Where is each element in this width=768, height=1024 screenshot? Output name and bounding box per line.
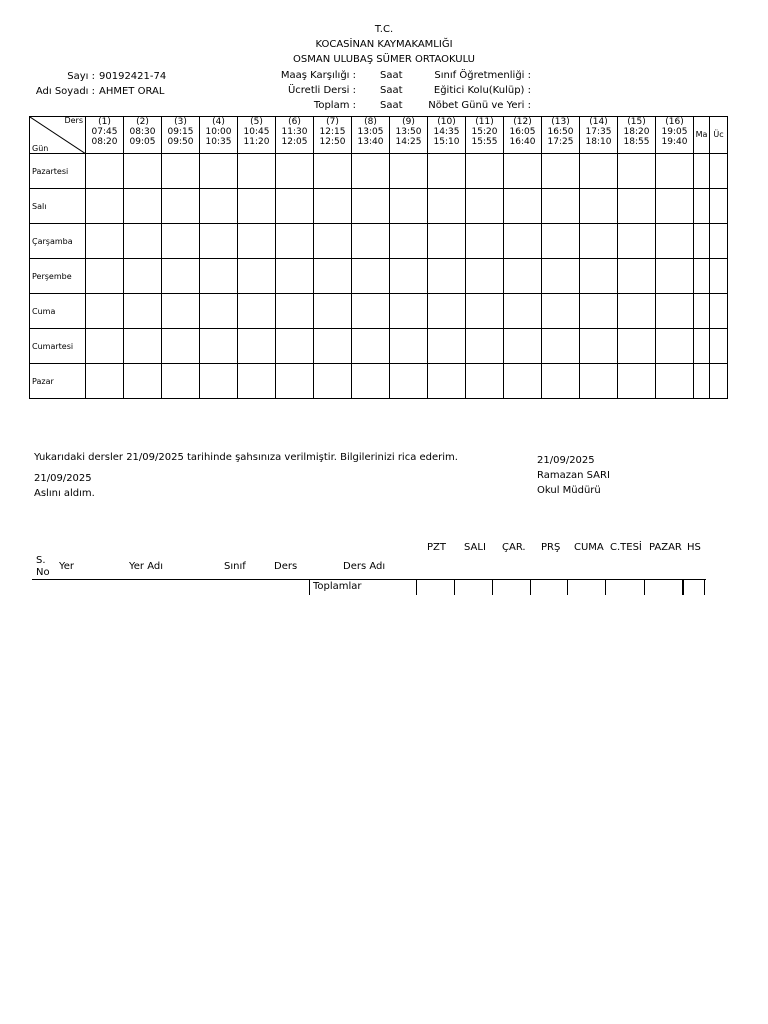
period-header-9 <box>390 117 428 154</box>
schedule-cell <box>694 364 710 399</box>
period-start: 07:45 <box>91 127 118 137</box>
day-row <box>30 329 728 364</box>
sinif-ogretmenligi-label: Sınıf Öğretmenliği : <box>434 70 531 81</box>
period-start: 14:35 <box>433 127 460 137</box>
schedule-cell <box>314 224 352 259</box>
schedule-cell <box>352 154 390 189</box>
schedule-cell <box>124 224 162 259</box>
received-text: Aslını aldım. <box>34 488 95 499</box>
period-start: 17:35 <box>585 127 612 137</box>
schedule-cell <box>200 189 238 224</box>
schedule-cell <box>200 154 238 189</box>
schedule-cell <box>694 329 710 364</box>
day-label: Salı <box>30 189 86 224</box>
period-start: 09:15 <box>167 127 194 137</box>
schedule-cell <box>710 259 728 294</box>
schedule-cell <box>710 364 728 399</box>
schedule-cell <box>162 364 200 399</box>
period-header-12 <box>504 117 542 154</box>
schedule-cell <box>618 364 656 399</box>
ders-label: Ders <box>64 116 83 125</box>
schedule-cell <box>390 224 428 259</box>
schedule-cell <box>694 259 710 294</box>
period-header-7 <box>314 117 352 154</box>
period-end: 18:10 <box>585 137 612 147</box>
col-sinif: Sınıf <box>224 561 246 572</box>
schedule-cell <box>124 364 162 399</box>
schedule-cell <box>428 329 466 364</box>
header-kaymakamlik: KOCASİNAN KAYMAKAMLIĞI <box>315 39 453 50</box>
period-header-1 <box>86 117 124 154</box>
period-end: 17:25 <box>547 137 574 147</box>
schedule-cell <box>466 294 504 329</box>
day-row <box>30 259 728 294</box>
bottom-table-right-border <box>704 579 705 595</box>
schedule-cell <box>618 154 656 189</box>
gun-label: Gün <box>32 144 49 153</box>
schedule-cell <box>466 364 504 399</box>
schedule-cell <box>504 259 542 294</box>
period-header-6 <box>276 117 314 154</box>
period-num: (15) <box>627 117 646 127</box>
header-school-name: OSMAN ULUBAŞ SÜMER ORTAOKULU <box>293 54 475 65</box>
schedule-cell <box>86 329 124 364</box>
schedule-cell <box>162 154 200 189</box>
schedule-cell <box>542 329 580 364</box>
period-num: (8) <box>364 117 377 127</box>
schedule-cell <box>656 189 694 224</box>
name-label: Adı Soyadı : <box>35 86 95 97</box>
schedule-cell <box>314 329 352 364</box>
period-start: 18:20 <box>623 127 650 137</box>
schedule-cell <box>504 364 542 399</box>
period-header-3 <box>162 117 200 154</box>
schedule-cell <box>200 329 238 364</box>
period-end: 08:20 <box>91 137 118 147</box>
schedule-cell <box>710 189 728 224</box>
period-header-5 <box>238 117 276 154</box>
schedule-cell <box>580 259 618 294</box>
nobet-label: Nöbet Günü ve Yeri : <box>428 100 531 111</box>
extra-column-header: Ma <box>694 117 710 154</box>
schedule-cell <box>200 364 238 399</box>
maas-unit: Saat <box>380 70 403 81</box>
schedule-cell <box>466 259 504 294</box>
schedule-cell <box>656 364 694 399</box>
schedule-cell <box>428 189 466 224</box>
ucretli-label: Ücretli Dersi : <box>287 85 356 96</box>
col-day-cuma: CUMA <box>574 542 604 553</box>
schedule-cell <box>124 329 162 364</box>
cuma-col-border <box>567 579 568 595</box>
schedule-cell <box>162 259 200 294</box>
period-num: (12) <box>513 117 532 127</box>
schedule-cell <box>124 189 162 224</box>
period-num: (1) <box>98 117 111 127</box>
schedule-cell <box>580 154 618 189</box>
schedule-cell <box>238 364 276 399</box>
period-end: 19:40 <box>661 137 688 147</box>
schedule-cell <box>542 259 580 294</box>
day-row <box>30 224 728 259</box>
schedule-cell <box>618 294 656 329</box>
period-header-8 <box>352 117 390 154</box>
period-end: 12:05 <box>281 137 308 147</box>
period-end: 12:50 <box>319 137 346 147</box>
schedule-cell <box>504 329 542 364</box>
schedule-cell <box>466 224 504 259</box>
schedule-cell <box>390 294 428 329</box>
schedule-cell <box>162 224 200 259</box>
maas-label: Maaş Karşılığı : <box>280 70 356 81</box>
schedule-cell <box>618 224 656 259</box>
period-start: 15:20 <box>471 127 498 137</box>
schedule-cell <box>86 154 124 189</box>
period-start: 13:05 <box>357 127 384 137</box>
period-end: 13:40 <box>357 137 384 147</box>
principal-title: Okul Müdürü <box>537 485 601 496</box>
schedule-cell <box>656 224 694 259</box>
schedule-cell <box>428 294 466 329</box>
period-header-16 <box>656 117 694 154</box>
schedule-cell <box>580 294 618 329</box>
schedule-cell <box>276 364 314 399</box>
period-start: 19:05 <box>661 127 688 137</box>
sayi-value: 90192421-74 <box>99 71 167 82</box>
pazar-col-border <box>644 579 645 595</box>
period-start: 10:45 <box>243 127 270 137</box>
schedule-cell <box>504 224 542 259</box>
day-row <box>30 294 728 329</box>
schedule-cell <box>656 329 694 364</box>
col-yer-adi: Yer Adı <box>129 561 164 572</box>
schedule-cell <box>124 154 162 189</box>
day-row <box>30 189 728 224</box>
period-num: (7) <box>326 117 339 127</box>
period-end: 09:50 <box>167 137 194 147</box>
schedule-cell <box>276 329 314 364</box>
period-header-13 <box>542 117 580 154</box>
col-day-prs: PRŞ <box>541 542 561 553</box>
schedule-cell <box>580 189 618 224</box>
schedule-cell <box>352 189 390 224</box>
period-end: 15:10 <box>433 137 460 147</box>
weekly-schedule-table <box>29 116 728 399</box>
schedule-cell <box>200 294 238 329</box>
col-day-sali: SALI <box>464 542 486 553</box>
car-col-border <box>492 579 493 595</box>
schedule-cell <box>162 189 200 224</box>
schedule-cell <box>428 259 466 294</box>
schedule-cell <box>86 224 124 259</box>
col-sno: S. No <box>36 555 50 578</box>
schedule-cell <box>466 154 504 189</box>
schedule-cell <box>466 329 504 364</box>
period-header-11 <box>466 117 504 154</box>
schedule-cell <box>238 294 276 329</box>
hs-col-border <box>682 579 684 595</box>
period-header-14 <box>580 117 618 154</box>
col-ders: Ders <box>274 561 298 572</box>
col-day-car: ÇAR. <box>502 542 526 553</box>
period-end: 18:55 <box>623 137 650 147</box>
schedule-cell <box>504 154 542 189</box>
name-value: AHMET ORAL <box>99 86 165 97</box>
schedule-cell <box>238 154 276 189</box>
schedule-cell <box>504 294 542 329</box>
period-start: 11:30 <box>281 127 308 137</box>
period-num: (2) <box>136 117 149 127</box>
col-day-ctesi: C.TESİ <box>610 542 642 553</box>
schedule-cell <box>694 224 710 259</box>
schedule-cell <box>428 224 466 259</box>
period-num: (5) <box>250 117 263 127</box>
schedule-cell <box>580 364 618 399</box>
toplam-label: Toplam : <box>313 100 356 111</box>
period-end: 16:40 <box>509 137 536 147</box>
schedule-cell <box>390 154 428 189</box>
period-num: (11) <box>475 117 494 127</box>
principal-name: Ramazan SARI <box>537 470 610 481</box>
schedule-cell <box>200 259 238 294</box>
period-end: 10:35 <box>205 137 232 147</box>
schedule-cell <box>428 364 466 399</box>
day-label: Çarşamba <box>30 224 86 259</box>
extra-column-header: Üc <box>710 117 728 154</box>
schedule-cell <box>694 189 710 224</box>
schedule-cell <box>618 329 656 364</box>
schedule-cell <box>710 294 728 329</box>
period-end: 14:25 <box>395 137 422 147</box>
schedule-cell <box>238 189 276 224</box>
egitici-kol-label: Eğitici Kolu(Kulüp) : <box>433 85 531 96</box>
period-end: 09:05 <box>129 137 156 147</box>
notice-date-left: 21/09/2025 <box>34 473 92 484</box>
schedule-cell <box>314 259 352 294</box>
schedule-cell <box>314 294 352 329</box>
period-num: (10) <box>437 117 456 127</box>
schedule-cell <box>276 189 314 224</box>
period-start: 16:50 <box>547 127 574 137</box>
col-day-pzt: PZT <box>427 542 446 553</box>
schedule-corner-cell <box>30 117 86 154</box>
schedule-cell <box>86 294 124 329</box>
schedule-cell <box>276 294 314 329</box>
schedule-cell <box>710 329 728 364</box>
ucretli-unit: Saat <box>380 85 403 96</box>
period-start: 10:00 <box>205 127 232 137</box>
notice-date-right: 21/09/2025 <box>537 455 595 466</box>
schedule-cell <box>238 259 276 294</box>
header-tc: T.C. <box>374 24 394 35</box>
col-day-pazar: PAZAR <box>649 542 682 553</box>
schedule-cell <box>542 224 580 259</box>
schedule-cell <box>86 259 124 294</box>
toplam-unit: Saat <box>380 100 403 111</box>
schedule-cell <box>352 224 390 259</box>
period-header-4 <box>200 117 238 154</box>
schedule-cell <box>656 154 694 189</box>
day-label: Cumartesi <box>30 329 86 364</box>
schedule-cell <box>276 259 314 294</box>
period-start: 16:05 <box>509 127 536 137</box>
schedule-cell <box>162 329 200 364</box>
schedule-cell <box>656 294 694 329</box>
sali-col-border <box>454 579 455 595</box>
schedule-cell <box>276 224 314 259</box>
schedule-cell <box>314 364 352 399</box>
schedule-cell <box>542 294 580 329</box>
schedule-cell <box>504 189 542 224</box>
schedule-cell <box>314 189 352 224</box>
schedule-cell <box>580 329 618 364</box>
totals-left-border <box>309 579 310 595</box>
day-label: Perşembe <box>30 259 86 294</box>
schedule-header-row <box>30 117 728 154</box>
schedule-cell <box>352 364 390 399</box>
period-num: (3) <box>174 117 187 127</box>
period-start: 08:30 <box>129 127 156 137</box>
period-num: (6) <box>288 117 301 127</box>
schedule-cell <box>124 294 162 329</box>
period-num: (14) <box>589 117 608 127</box>
schedule-cell <box>86 364 124 399</box>
schedule-cell <box>276 154 314 189</box>
period-start: 12:15 <box>319 127 346 137</box>
schedule-cell <box>124 259 162 294</box>
day-label: Cuma <box>30 294 86 329</box>
schedule-cell <box>200 224 238 259</box>
schedule-cell <box>352 259 390 294</box>
schedule-cell <box>542 189 580 224</box>
schedule-cell <box>466 189 504 224</box>
schedule-cell <box>390 329 428 364</box>
schedule-cell <box>390 189 428 224</box>
notice-text: Yukarıdaki dersler 21/09/2025 tarihinde şahsınıza verilmiştir. Bilgilerinizi rica ederim. <box>34 452 458 463</box>
schedule-cell <box>618 189 656 224</box>
period-end: 11:20 <box>243 137 270 147</box>
schedule-cell <box>656 259 694 294</box>
period-end: 15:55 <box>471 137 498 147</box>
ctesi-col-border <box>605 579 606 595</box>
schedule-cell <box>542 154 580 189</box>
day-row <box>30 364 728 399</box>
schedule-cell <box>710 154 728 189</box>
schedule-cell <box>390 364 428 399</box>
schedule-cell <box>390 259 428 294</box>
day-label: Pazartesi <box>30 154 86 189</box>
schedule-cell <box>694 294 710 329</box>
schedule-cell <box>542 364 580 399</box>
col-ders-adi: Ders Adı <box>343 561 386 572</box>
schedule-cell <box>694 154 710 189</box>
schedule-cell <box>580 224 618 259</box>
period-start: 13:50 <box>395 127 422 137</box>
schedule-cell <box>314 154 352 189</box>
schedule-cell <box>238 329 276 364</box>
schedule-cell <box>428 154 466 189</box>
period-num: (9) <box>402 117 415 127</box>
totals-label: Toplamlar <box>313 581 362 592</box>
schedule-cell <box>618 259 656 294</box>
schedule-cell <box>352 329 390 364</box>
pzt-col-border <box>416 579 417 595</box>
sayi-label: Sayı : <box>67 71 95 82</box>
day-label: Pazar <box>30 364 86 399</box>
schedule-cell <box>710 224 728 259</box>
period-header-10 <box>428 117 466 154</box>
period-num: (4) <box>212 117 225 127</box>
schedule-cell <box>238 224 276 259</box>
schedule-cell <box>162 294 200 329</box>
schedule-cell <box>352 294 390 329</box>
col-yer: Yer <box>59 561 75 572</box>
period-num: (13) <box>551 117 570 127</box>
period-header-15 <box>618 117 656 154</box>
day-row <box>30 154 728 189</box>
prs-col-border <box>530 579 531 595</box>
col-day-hs: HS <box>687 542 701 553</box>
period-num: (16) <box>665 117 684 127</box>
period-header-2 <box>124 117 162 154</box>
schedule-cell <box>86 189 124 224</box>
